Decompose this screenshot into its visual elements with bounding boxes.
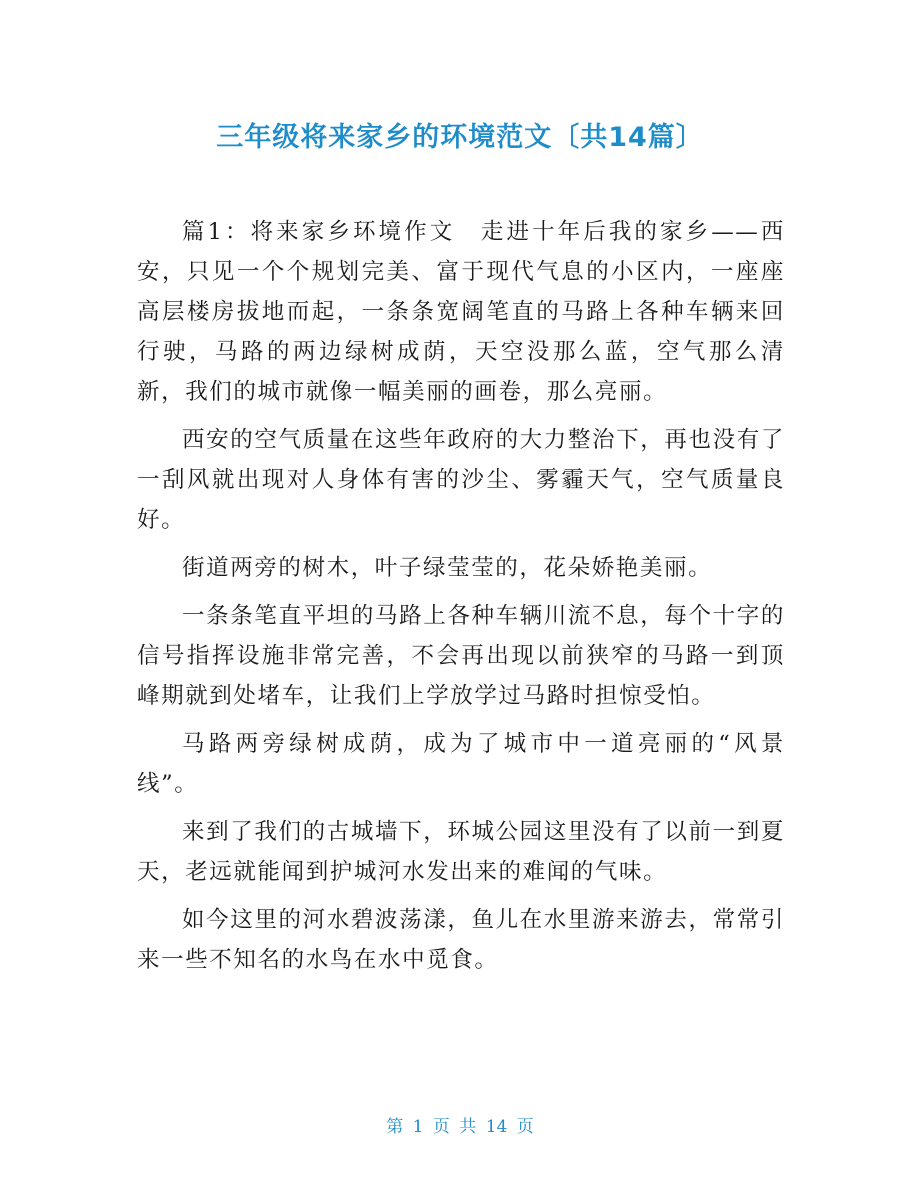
paragraph: 篇1：将来家乡环境作文 走进十年后我的家乡——西安，只见一个个规划完美、富于现代气息的小区内，一座座高层楼房拔地而起，一条条宽阔笔直的马路上各种车辆来回行驶，马路的两边绿树成荫，天空没那么蓝，空气那么清新，我们的城市就像一幅美丽的画卷，那么亮丽。: [137, 219, 785, 405]
paragraph: 如今这里的河水碧波荡漾，鱼儿在水里游来游去，常常引来一些不知名的水鸟在水中觅食。: [137, 907, 785, 973]
paragraph: 西安的空气质量在这些年政府的大力整治下，再也没有了一刮风就出现对人身体有害的沙尘、雾霾天气，空气质量良好。: [137, 427, 785, 533]
page-number-footer: 第 1 页 共 14 页: [386, 1117, 534, 1137]
paragraph: 街道两旁的树木，叶子绿莹莹的，花朵娇艳美丽。: [182, 555, 713, 581]
document-title: 三年级将来家乡的环境范文〔共14篇〕: [216, 122, 704, 153]
paragraph: 一条条笔直平坦的马路上各种车辆川流不息，每个十字的信号指挥设施非常完善，不会再出现以前狭窄的马路一到顶峰期就到处堵车，让我们上学放学过马路时担惊受怕。: [137, 603, 785, 709]
document-body: [137, 212, 785, 988]
paragraph: 来到了我们的古城墙下，环城公园这里没有了以前一到夏天，老远就能闻到护城河水发出来的难闻的气味。: [137, 819, 785, 885]
paragraph: 马路两旁绿树成荫，成为了城市中一道亮丽的“风景线”。: [137, 731, 785, 797]
